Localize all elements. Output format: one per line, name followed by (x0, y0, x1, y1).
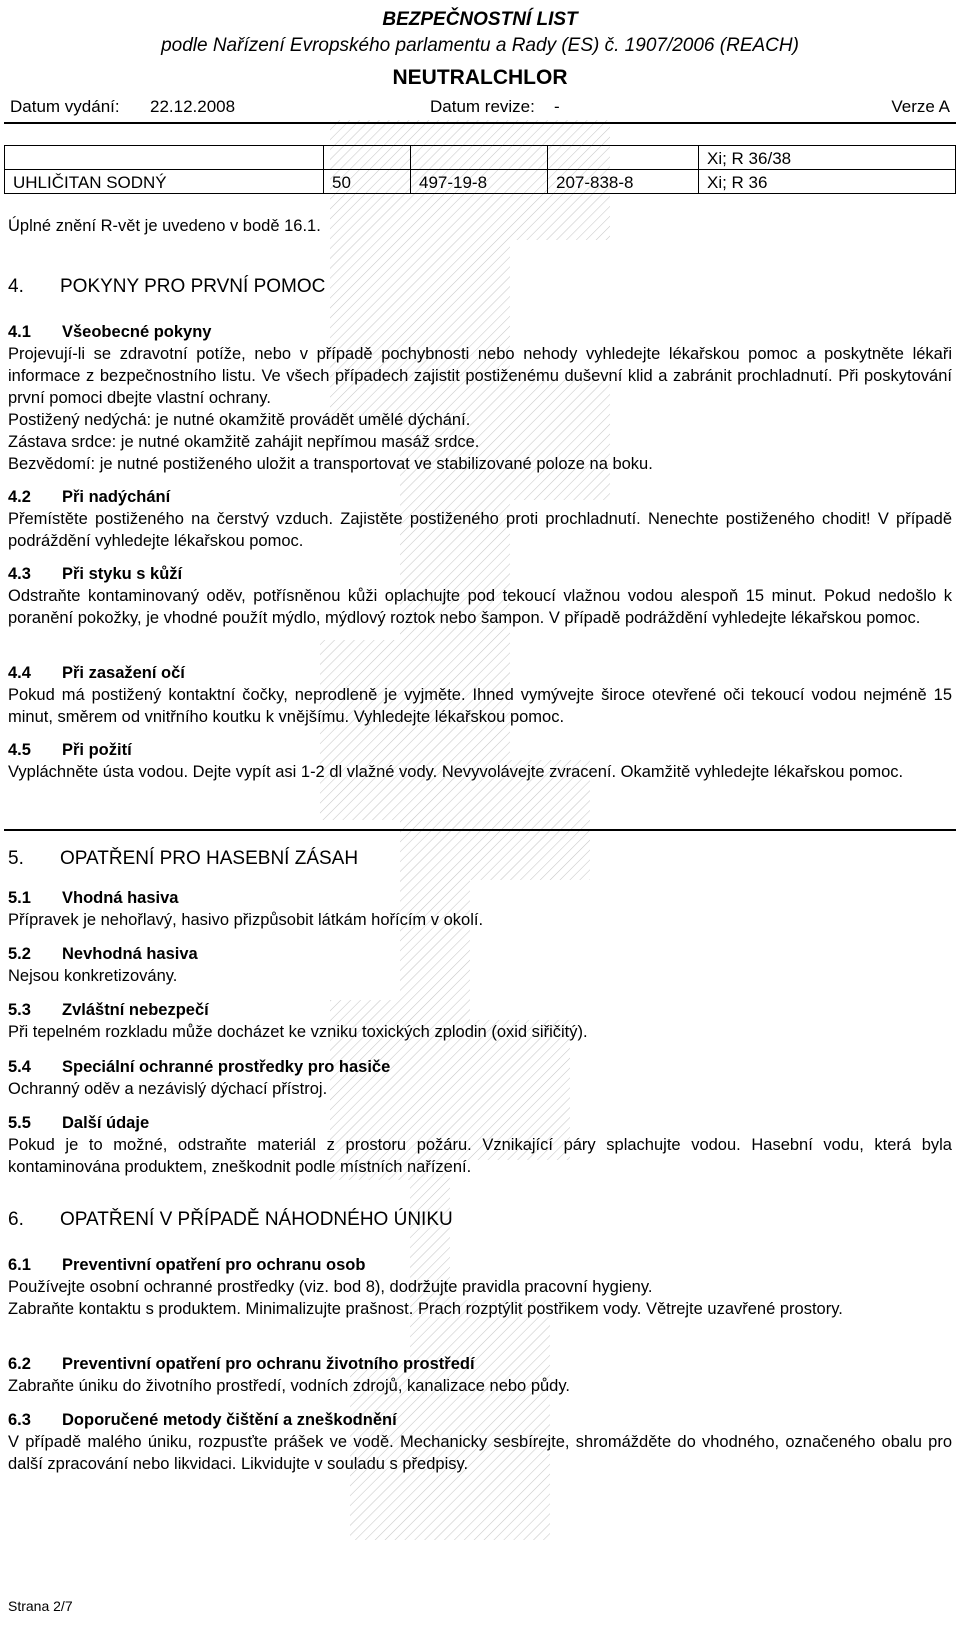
subsection-4-5-heading (8, 739, 132, 761)
header-divider (4, 122, 956, 124)
subsection-number: 6.3 (8, 1411, 31, 1429)
subsection-title: Speciální ochranné prostředky pro hasiče (62, 1058, 391, 1076)
paragraph: Odstraňte kontaminovaný oděv, potřísněnou kůži oplachujte pod tekoucí vlažnou vodou alespoň 15 minut. Pokud nedošlo k poranění pokožky, je vhodné použít mýdlo, mýdlový roztok nebo šampon. V případě podráždění vyhledejte lékařskou pomoc. (8, 587, 952, 627)
r-phrases-note: Úplné znění R-vět je uvedeno v bodě 16.1. (8, 217, 321, 235)
subsection-4-1-heading (8, 321, 211, 343)
section-title: POKYNY PRO PRVNÍ POMOC (60, 276, 326, 297)
paragraph: Bezvědomí: je nutné postiženého uložit a transportovat ve stabilizované poloze na boku. (8, 455, 653, 473)
paragraph: Postižený nedýchá: je nutné okamžitě provádět umělé dýchání. (8, 411, 471, 429)
paragraph: Pokud je to možné, odstraňte materiál z prostoru požáru. Vznikající páry splachujte vodou. Hasební vodu, která byla kontaminována produktem, zneškodnit podle místních nařízení. (8, 1136, 952, 1176)
classification-cell: Xi; R 36/38 (699, 146, 956, 170)
subsection-title: Při nadýchání (62, 488, 171, 506)
paragraph: Zabraňte úniku do životního prostředí, vodních zdrojů, kanalizace nebo půdy. (8, 1377, 570, 1395)
version: Verze A (891, 97, 950, 116)
issue-label: Datum vydání: (10, 97, 120, 116)
subsection-number: 4.5 (8, 741, 31, 759)
section-number: 5. (8, 848, 24, 869)
table-row (5, 170, 956, 194)
subsection-number: 4.2 (8, 488, 31, 506)
subsection-5-2-heading (8, 943, 198, 965)
subsection-number: 5.4 (8, 1058, 31, 1076)
section-6-heading (8, 1209, 453, 1231)
paragraph: Zabraňte kontaktu s produktem. Minimalizujte prašnost. Prach rozptýlit postřikem vody. Větrejte uzavřené prostory. (8, 1300, 843, 1318)
section-number: 6. (8, 1209, 24, 1230)
section-5-heading (8, 848, 358, 870)
subsection-6-1-heading (8, 1254, 365, 1276)
issue-date: 22.12.2008 (150, 97, 236, 116)
paragraph: Při tepelném rozkladu může docházet ke vzniku toxických zplodin (oxid siřičitý). (8, 1023, 588, 1041)
table-cell (411, 146, 548, 170)
subsection-title: Všeobecné pokyny (62, 323, 212, 341)
subsection-title: Při požití (62, 741, 132, 759)
paragraph: Projevují-li se zdravotní potíže, nebo v případě pochybnosti nebo nehody vyhledejte lékařskou pomoc a poskytněte lékaři informace z bezpečnostního listu. Ve všech případech zajistit postiženému duševní klid a zabránit prochladnutí. Při poskytování první pomoci dbejte vlastní ochrany. (8, 345, 952, 407)
cas-cell: 497-19-8 (411, 170, 548, 194)
section-number: 4. (8, 276, 24, 297)
paragraph: V případě malého úniku, rozpusťte prášek ve vodě. Mechanicky sesbírejte, shromážděte do vhodného, označeného obalu pro další zpracování nebo likvidaci. Likvidujte v souladu s předpisy. (8, 1433, 952, 1473)
paragraph: Nejsou konkretizovány. (8, 967, 178, 985)
subsection-number: 6.1 (8, 1256, 31, 1274)
table-cell (324, 146, 411, 170)
subsection-number: 5.2 (8, 945, 31, 963)
subsection-title: Preventivní opatření pro ochranu osob (62, 1256, 366, 1274)
substance-name-cell: UHLIČITAN SODNÝ (5, 170, 324, 194)
subsection-title: Nevhodná hasiva (62, 945, 198, 963)
paragraph: Pokud má postižený kontaktní čočky, neprodleně je vyjměte. Ihned vymývejte široce otevřené oči tekoucí vodou nejméně 15 minut, směrem od vnitřního koutku k vnějšímu. Vyhledejte lékařskou pomoc. (8, 686, 952, 726)
table-row (5, 146, 956, 170)
paragraph: Přemístěte postiženého na čerstvý vzduch. Zajistěte postiženého proti prochladnutí. Nenechte postiženého chodit! V případě podráždění vyhledejte lékařskou pomoc. (8, 510, 952, 550)
subsection-title: Při styku s kůží (62, 565, 183, 583)
subsection-title: Doporučené metody čištění a zneškodnění (62, 1411, 397, 1429)
section-4-heading (8, 276, 325, 298)
subsection-6-2-heading (8, 1353, 475, 1375)
subsection-title: Další údaje (62, 1114, 150, 1132)
paragraph: Vypláchněte ústa vodou. Dejte vypít asi 1-2 dl vlažné vody. Nevyvolávejte zvracení. Okamžitě vyhledejte lékařskou pomoc. (8, 763, 904, 781)
product-name: NEUTRALCHLOR (392, 66, 568, 89)
subsection-5-3-heading (8, 999, 209, 1021)
subsection-4-3-heading (8, 563, 182, 585)
section-title: OPATŘENÍ PRO HASEBNÍ ZÁSAH (60, 848, 359, 869)
subsection-number: 6.2 (8, 1355, 31, 1373)
subsection-number: 5.3 (8, 1001, 31, 1019)
composition-table (4, 145, 956, 194)
revision-value: - (554, 97, 560, 116)
subsection-number: 5.1 (8, 889, 31, 907)
concentration-cell: 50 (324, 170, 411, 194)
subsection-number: 4.3 (8, 565, 31, 583)
document-type: BEZPEČNOSTNÍ LIST (382, 9, 578, 30)
subsection-title: Preventivní opatření pro ochranu životního prostředí (62, 1355, 475, 1373)
subsection-number: 4.4 (8, 664, 31, 682)
paragraph: Zástava srdce: je nutné okamžitě zahájit nepřímou masáž srdce. (8, 433, 480, 451)
subsection-title: Při zasažení očí (62, 664, 185, 682)
revision-label: Datum revize: (430, 97, 535, 116)
page-number: Strana 2/7 (8, 1598, 73, 1614)
subsection-5-4-heading (8, 1056, 390, 1078)
section-divider (4, 829, 956, 831)
subsection-title: Zvláštní nebezpečí (62, 1001, 209, 1019)
section-title: OPATŘENÍ V PŘÍPADĚ NÁHODNÉHO ÚNIKU (60, 1209, 453, 1230)
subsection-4-2-heading (8, 486, 170, 508)
table-cell (548, 146, 699, 170)
subsection-4-4-heading (8, 662, 185, 684)
document-meta (10, 97, 950, 121)
paragraph: Používejte osobní ochranné prostředky (viz. bod 8), dodržujte pravidla pracovní hygieny. (8, 1278, 653, 1296)
subsection-number: 5.5 (8, 1114, 31, 1132)
regulation-line: podle Nařízení Evropského parlamentu a Rady (ES) č. 1907/2006 (REACH) (161, 35, 799, 56)
subsection-5-5-heading (8, 1112, 149, 1134)
ec-cell: 207-838-8 (548, 170, 699, 194)
paragraph: Přípravek je nehořlavý, hasivo přizpůsobit látkám hořícím v okolí. (8, 911, 484, 929)
table-cell (5, 146, 324, 170)
subsection-5-1-heading (8, 887, 178, 909)
subsection-title: Vhodná hasiva (62, 889, 179, 907)
paragraph: Ochranný oděv a nezávislý dýchací přístroj. (8, 1080, 328, 1098)
subsection-6-3-heading (8, 1409, 397, 1431)
subsection-number: 4.1 (8, 323, 31, 341)
classification-cell: Xi; R 36 (699, 170, 956, 194)
